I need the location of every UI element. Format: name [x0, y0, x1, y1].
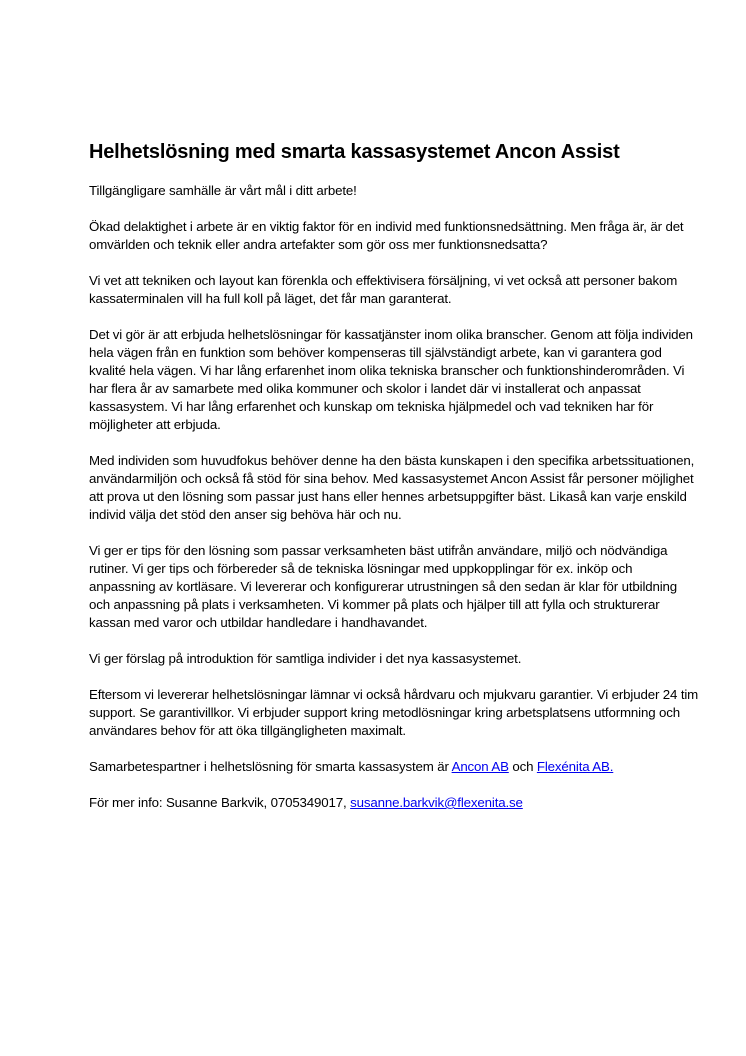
paragraph-technology: Vi vet att tekniken och layout kan förenkla och effektivisera försäljning, vi vet också att personer bakom kassaterminalen vill ha full koll på läget, det får man garanterat. — [89, 273, 678, 306]
flexenita-ab-link[interactable]: Flexénita AB. — [536, 759, 614, 774]
paragraph-offering: Det vi gör är att erbjuda helhetslösningar för kassatjänster inom olika branscher. Genom att följa individen hela vägen från en funktion som behöver kompenseras till självständigt arbete, kan vi garantera god kvalité hela vägen. Vi har lång erfarenhet inom olika tekniska branscher och funktionshinderområden. Vi har flera år av samarbete med olika kommuner och skolor i landet där vi installerat och anpassat kassasystem. Vi har lång erfarenhet och kunskap om tekniska hjälpmedel och vad tekniken har för möjligheter att erbjuda. — [89, 327, 693, 432]
paragraph-intro: Tillgängligare samhälle är vårt mål i ditt arbete! — [89, 183, 357, 198]
paragraph-contact — [89, 794, 701, 812]
paragraph-warranty: Eftersom vi levererar helhetslösningar lämnar vi också hårdvaru och mjukvaru garantier. Vi erbjuder 24 tim support. Se garantivillkor. Vi erbjuder support kring metodlösningar kring arbetsplatsens utformning och användares behov för att öka tillgängligheten maximalt. — [89, 687, 699, 738]
document-title: Helhetslösning med smarta kassasystemet Ancon Assist — [89, 141, 620, 163]
ancon-ab-link[interactable]: Ancon AB — [451, 759, 509, 774]
document-body — [89, 139, 701, 830]
partners-middle: och — [508, 759, 537, 774]
paragraph-partners — [89, 758, 701, 776]
contact-prefix: För mer info: Susanne Barkvik, 0705349017, — [89, 795, 351, 810]
paragraph-individual-focus: Med individen som huvudfokus behöver denne ha den bästa kunskapen i den specifika arbetssituationen, användarmiljön och också få stöd för sina behov. Med kassasystemet Ancon Assist får personer möjlighet att prova ut den lösning som passar just hans eller hennes arbetsuppgifter bäst. Likaså kan varje enskild individ välja det stöd den anser sig behöva här och nu. — [89, 453, 695, 522]
paragraph-introduction: Vi ger förslag på introduktion för samtliga individer i det nya kassasystemet. — [89, 651, 522, 666]
partners-prefix: Samarbetespartner i helhetslösning för smarta kassasystem är — [89, 759, 452, 774]
contact-email-link[interactable]: susanne.barkvik@flexenita.se — [350, 795, 523, 810]
paragraph-participation: Ökad delaktighet i arbete är en viktig faktor för en individ med funktionsnedsättning. Men fråga är, är det omvärlden och teknik eller andra artefakter som gör oss mer funktionsnedsatta? — [89, 219, 684, 252]
paragraph-tips: Vi ger er tips för den lösning som passar verksamheten bäst utifrån användare, miljö och nödvändiga rutiner. Vi ger tips och förbereder så de tekniska lösningar med uppkopplingar för ex. inköp och anpassning av kortläsare. Vi levererar och konfigurerar utrustningen så den sedan är klar för utbildning och anpassning på plats i verksamheten. Vi kommer på plats och hjälper till att fylla och strukturerar kassan med varor och utbildar handledare i handhavandet. — [89, 543, 678, 630]
